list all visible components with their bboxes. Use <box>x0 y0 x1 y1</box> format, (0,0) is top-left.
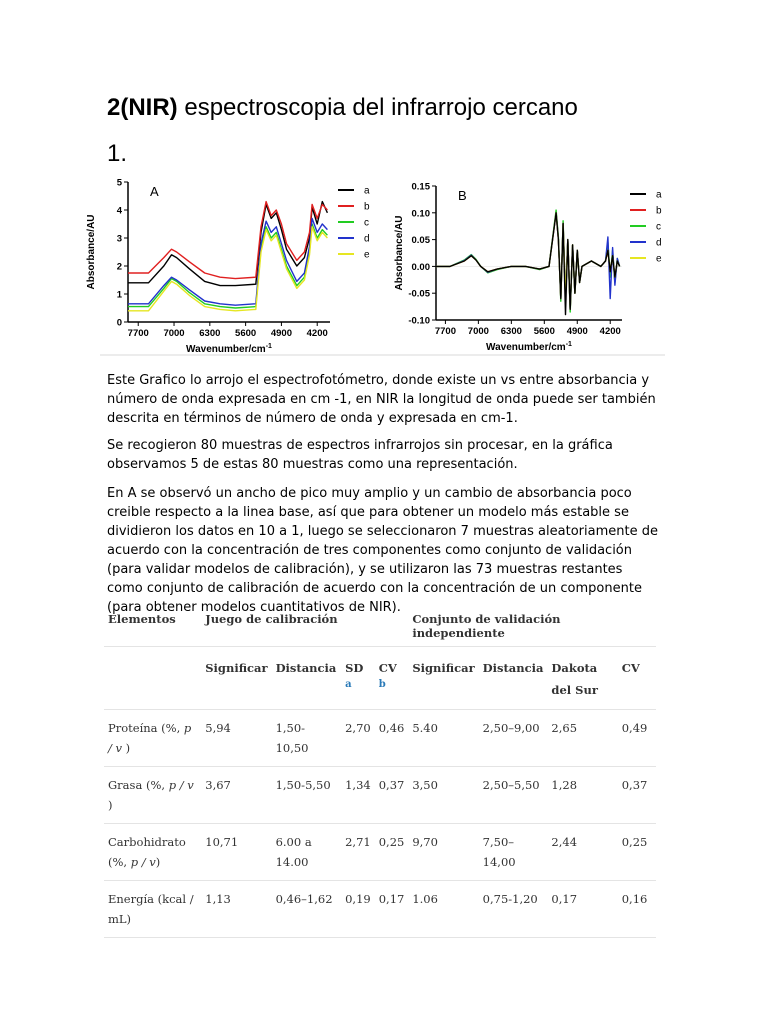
table-cell: 0,49 <box>621 721 648 735</box>
table-row <box>104 767 656 824</box>
table-cell: 0,17 <box>378 892 405 906</box>
x-tick-label: 4200 <box>599 326 621 337</box>
y-tick-label: 1 <box>116 289 122 301</box>
header-dakota-val: Dakota del Sur <box>547 647 617 710</box>
x-axis-label: Wavenumber/$cm^{-1}$ <box>186 343 272 355</box>
element-unit: p / v <box>168 778 194 792</box>
footnote-link-a[interactable]: a <box>345 679 352 690</box>
element-name: Grasa (%, <box>108 778 169 792</box>
series-line-a <box>128 202 327 286</box>
table-cell: 1,28 <box>551 778 578 792</box>
footnote-link-b[interactable]: b <box>378 679 386 690</box>
y-tick-label: 5 <box>116 177 122 189</box>
legend-label-b: b <box>656 205 662 217</box>
y-tick-label: -0.05 <box>408 288 430 300</box>
panel-label: A <box>150 184 159 199</box>
table-cell: 2,70 <box>345 721 371 735</box>
element-tail: ) <box>122 741 131 755</box>
header-sd-label: SD <box>345 661 364 675</box>
paragraph-2: Se recogieron 80 muestras de espectros infrarrojos sin procesar, en la gráfica observamos 5 de estas 80 muestras como una representación. <box>107 438 613 472</box>
element-tail: ) <box>155 855 161 869</box>
header-distancia-val: Distancia <box>479 647 548 710</box>
table-cell: 0,16 <box>621 892 648 906</box>
row-element <box>104 881 201 938</box>
table-body <box>104 710 656 938</box>
table-cell: 1,13 <box>205 892 231 906</box>
y-axis-label: Absorbance/AU <box>86 214 97 290</box>
y-tick-label: 2 <box>116 261 122 273</box>
row-element <box>104 767 201 824</box>
series-line-a <box>436 213 620 315</box>
table-cell: 0,19 <box>345 892 371 906</box>
x-axis-label-sup: -1 <box>565 341 572 348</box>
x-tick-label: 5600 <box>533 326 555 337</box>
table-cell: 0,46–1,62 <box>275 892 333 906</box>
table-row <box>104 881 656 938</box>
chart-panel-b <box>394 182 662 354</box>
table-cell: 1.06 <box>412 892 438 906</box>
y-tick-label: 0.00 <box>411 261 430 273</box>
table-cell: 6.00 a 14.00 <box>275 835 312 869</box>
legend-label-a: a <box>656 189 662 201</box>
results-table <box>104 606 656 938</box>
section-number: 1. <box>107 140 128 167</box>
header-calibracion: Juego de calibración <box>201 606 408 647</box>
table-sub-header-row <box>104 647 656 710</box>
header-distancia-cal: Distancia <box>272 647 342 710</box>
header-empty <box>104 647 201 710</box>
legend-label-b: b <box>364 201 370 213</box>
x-axis-label: Wavenumber/$cm^{-1}$ <box>486 341 572 353</box>
x-tick-label: 4900 <box>270 328 292 339</box>
title-bold: 2(NIR) <box>107 94 178 121</box>
header-cv-cal <box>375 647 409 710</box>
page-title <box>107 94 578 122</box>
paragraph-3: En A se observó un ancho de pico muy amplio y un cambio de absorbancia poco creible respecto a la linea base, así que para obtener un modelo más estable se dividieron los datos en 10 a 1, luego se seleccionaron 7 muestras aleatoriamente de acuerdo con la concentración de tres componentes como conjunto de validación (para validar modelos de calibración), y se utilizaron las 73 muestras restantes como conjunto de calibración de acuerdo con la concentración de un componente (para obtener modelos cuantitativos de NIR). <box>107 486 658 615</box>
element-tail: ) <box>108 798 113 812</box>
table-cell: 0,25 <box>621 835 648 849</box>
header-elementos: Elementos <box>104 606 201 647</box>
y-tick-label: 0.05 <box>411 235 430 247</box>
x-tick-label: 7000 <box>467 326 489 337</box>
table-cell: 1,50-5,50 <box>275 778 331 792</box>
table-cell: 0,37 <box>378 778 405 792</box>
title-rest: espectroscopia del infrarrojo cercano <box>177 94 578 121</box>
element-name: Energía (kcal / mL) <box>108 892 194 926</box>
series-line-e <box>128 227 327 311</box>
y-tick-label: 0.15 <box>411 181 430 193</box>
element-unit: p / v <box>108 721 192 755</box>
table-cell: 10,71 <box>205 835 239 849</box>
x-tick-label: 7700 <box>434 326 456 337</box>
legend-label-d: d <box>656 237 662 249</box>
header-validacion: Conjunto de validación independiente <box>408 606 656 647</box>
legend-label-c: c <box>364 217 369 229</box>
table-row <box>104 824 656 881</box>
header-significar-cal: Significar <box>201 647 271 710</box>
panel-label: B <box>458 188 467 203</box>
x-axis-label-sup: -1 <box>265 343 272 350</box>
chart-panel-a <box>86 178 370 356</box>
table-cell: 9,70 <box>412 835 438 849</box>
table-cell: 3,50 <box>412 778 438 792</box>
table-cell: 2,65 <box>551 721 578 735</box>
table-cell: 5,94 <box>205 721 231 735</box>
legend-label-e: e <box>656 253 662 265</box>
header-significar-val: Significar <box>408 647 478 710</box>
x-tick-label: 4900 <box>566 326 588 337</box>
row-element <box>104 710 201 767</box>
element-name: Carbohidrato (%, <box>108 835 186 869</box>
x-tick-label: 4200 <box>306 328 328 339</box>
header-cv-label: CV <box>378 661 397 675</box>
row-element <box>104 824 201 881</box>
table-cell: 1,50-10,50 <box>275 721 309 755</box>
y-tick-label: 3 <box>116 233 122 245</box>
series-line-b <box>128 202 327 279</box>
y-tick-label: 4 <box>116 205 122 217</box>
table-cell: 3,67 <box>205 778 231 792</box>
legend-label-c: c <box>656 221 661 233</box>
table-cell: 2,71 <box>345 835 371 849</box>
paragraph-1: Este Grafico lo arrojo el espectrofotómetro, donde existe un vs entre absorbancia y número de onda expresada en cm -1, en NIR la longitud de onda puede ser también descrita en términos de número de onda y expresada en cm-1. <box>107 373 656 426</box>
table-cell: 7,50– 14,00 <box>482 835 516 869</box>
element-name: Proteína (%, <box>108 721 184 735</box>
legend-label-a: a <box>364 185 370 197</box>
x-tick-label: 6300 <box>199 328 221 339</box>
table-cell: 0,25 <box>378 835 405 849</box>
legend-label-d: d <box>364 233 370 245</box>
table-cell: 1,34 <box>345 778 371 792</box>
series-line-d <box>128 218 327 305</box>
element-unit: p / v <box>130 855 156 869</box>
header-cv-val: CV <box>618 647 656 710</box>
spectra-figure <box>86 172 665 367</box>
table-cell: 0,75-1,20 <box>482 892 538 906</box>
x-tick-label: 6300 <box>500 326 522 337</box>
table-row <box>104 710 656 767</box>
table-cell: 5.40 <box>412 721 438 735</box>
y-axis-label: Absorbance/AU <box>394 215 405 291</box>
table-cell: 2,50–9,00 <box>482 721 540 735</box>
x-tick-label: 5600 <box>235 328 257 339</box>
y-tick-label: -0.10 <box>408 315 430 327</box>
header-sd-cal <box>341 647 375 710</box>
x-tick-label: 7700 <box>127 328 149 339</box>
table-cell: 0,46 <box>378 721 405 735</box>
table-group-header-row <box>104 606 656 647</box>
table-cell: 0,37 <box>621 778 648 792</box>
x-tick-label: 7000 <box>163 328 185 339</box>
y-tick-label: 0 <box>116 317 122 329</box>
legend-label-e: e <box>364 249 370 261</box>
table-cell: 2,50–5,50 <box>482 778 540 792</box>
table-cell: 0,17 <box>551 892 578 906</box>
y-tick-label: 0.10 <box>411 208 430 220</box>
table-cell: 2,44 <box>551 835 578 849</box>
